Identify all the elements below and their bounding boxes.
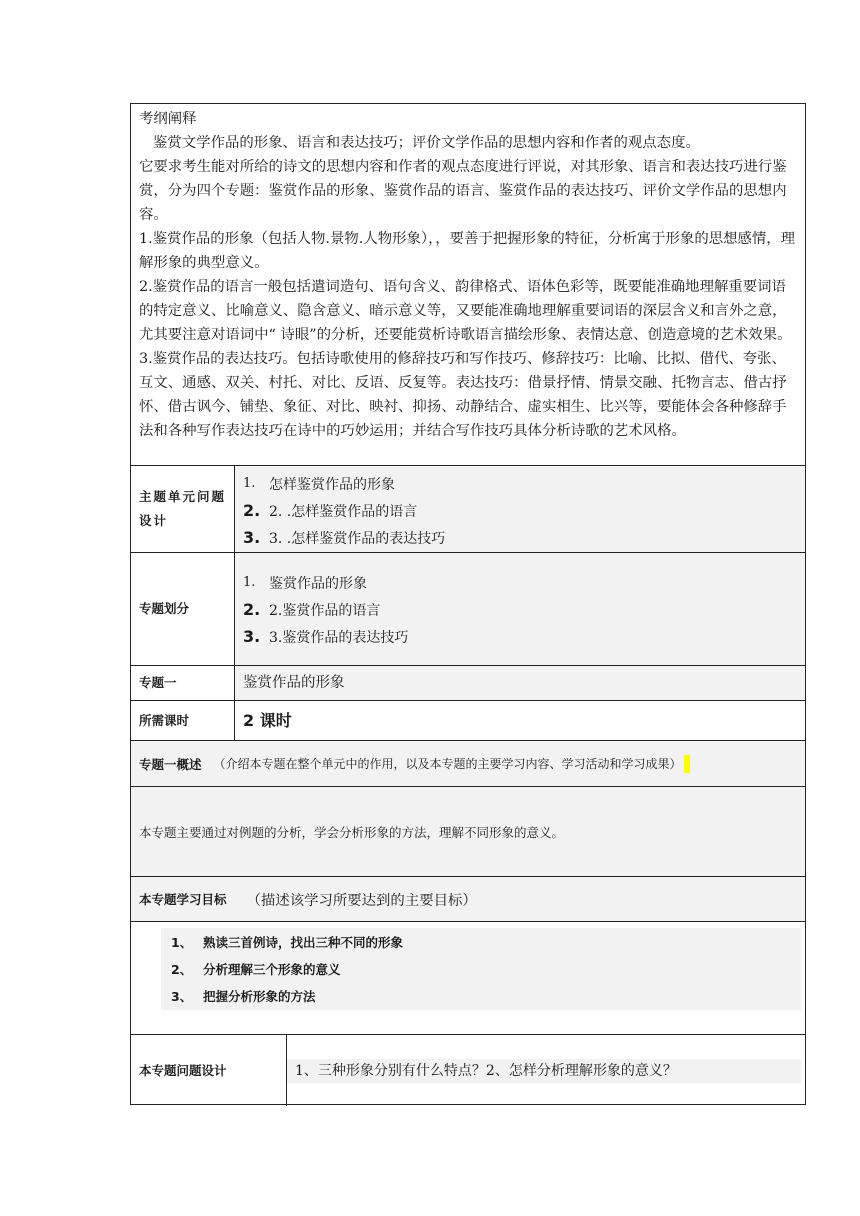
syllabus-paragraph: 2.鉴赏作品的语言一般包括遣词造句、语句含义、韵律格式、语体色彩等，既要能准确地理解重要词语的特定意义、比喻意义、隐含意义、暗示意义等，又要能准确地理解重要词语的深层含义和言外之意，尤其要注意对语词中“ 诗眼”的分析，还要能赏析诗歌语言描绘形象、表情达意、创造意境的艺术效果。 [139, 279, 792, 343]
syllabus-section [131, 104, 805, 465]
text-highlight-mark [684, 755, 690, 773]
syllabus-paragraph: 1.鉴赏作品的形象（包括人物.景物.人物形象），，要善于把握形象的特征，分析寓于形象的思想感情，理解形象的典型意义。 [139, 231, 796, 271]
list-item: 1. 鉴赏作品的形象 [243, 575, 367, 592]
syllabus-paragraph: 它要求考生能对所给的诗文的思想内容和作者的观点态度进行评说，对其形象、语言和表达技巧进行鉴赏，分为四个专题：鉴赏作品的形象、鉴赏作品的语言、鉴赏作品的表达技巧、评价文学作品的思想内容。 [139, 159, 787, 223]
goal-item: 1、 熟读三首例诗，找出三种不同的形象 [171, 934, 404, 950]
goal-item: 3、 把握分析形象的方法 [171, 988, 316, 1004]
list-item: 2. 2.鉴赏作品的语言 [243, 600, 381, 619]
unit-design-label: 主题单元问题设计 [131, 466, 235, 552]
topic-one-value: 鉴赏作品的形象 [243, 675, 345, 691]
questions-row [131, 1034, 805, 1106]
lesson-plan-table [130, 103, 806, 1105]
goals-list-row [131, 921, 805, 1034]
topic-division-row [131, 552, 805, 665]
topic-one-row [131, 665, 805, 700]
goals-label: 本专题学习目标 [139, 892, 227, 907]
syllabus-heading: 考纲阐释 [139, 111, 197, 127]
questions-value: 1、三种形象分别有什么特点？2、怎样分析理解形象的意义？ [295, 1063, 677, 1079]
list-item: 2. 2. .怎样鉴赏作品的语言 [243, 501, 418, 520]
overview-body-row [131, 786, 805, 876]
list-item: 3. 3.鉴赏作品的表达技巧 [243, 627, 409, 646]
topic-one-label: 专题一 [131, 666, 235, 700]
overview-label: 专题一概述 [139, 756, 202, 772]
goal-item: 2、 分析理解三个形象的意义 [171, 961, 341, 977]
unit-design-row [131, 465, 805, 552]
goals-hint: （描述该学习所要达到的主要目标） [246, 892, 477, 909]
hours-row [131, 700, 805, 740]
overview-hint: （介绍本专题在整个单元中的作用，以及本专题的主要学习内容、学习活动和学习成果） [213, 757, 682, 771]
hours-value: 2 课时 [243, 710, 292, 730]
goals-header-row [131, 876, 805, 921]
overview-body: 本专题主要通过对例题的分析，学会分析形象的方法，理解不同形象的意义。 [139, 824, 565, 840]
syllabus-paragraph: 鉴赏文学作品的形象、语言和表达技巧；评价文学作品的思想内容和作者的观点态度。 [153, 135, 700, 151]
list-item: 1. 怎样鉴赏作品的形象 [243, 476, 395, 493]
questions-label: 本专题问题设计 [131, 1035, 287, 1106]
hours-label: 所需课时 [131, 701, 235, 740]
list-item: 3. 3. .怎样鉴赏作品的表达技巧 [243, 528, 446, 547]
overview-header-row [131, 740, 805, 786]
syllabus-paragraph: 3.鉴赏作品的表达技巧。包括诗歌使用的修辞技巧和写作技巧、修辞技巧：比喻、比拟、借代、夸张、互文、通感、双关、村托、对比、反语、反复等。表达技巧：借景抒情、情景交融、托物言志、借古抒怀、借古讽今、铺垫、象征、对比、映衬、抑扬、动静结合、虚实相生、比兴等，要能体会各种修辞手法和各种写作表达技巧在诗中的巧妙运用；并结合写作技巧具体分析诗歌的艺术风格。 [139, 351, 787, 439]
topic-division-label: 专题划分 [131, 553, 235, 665]
